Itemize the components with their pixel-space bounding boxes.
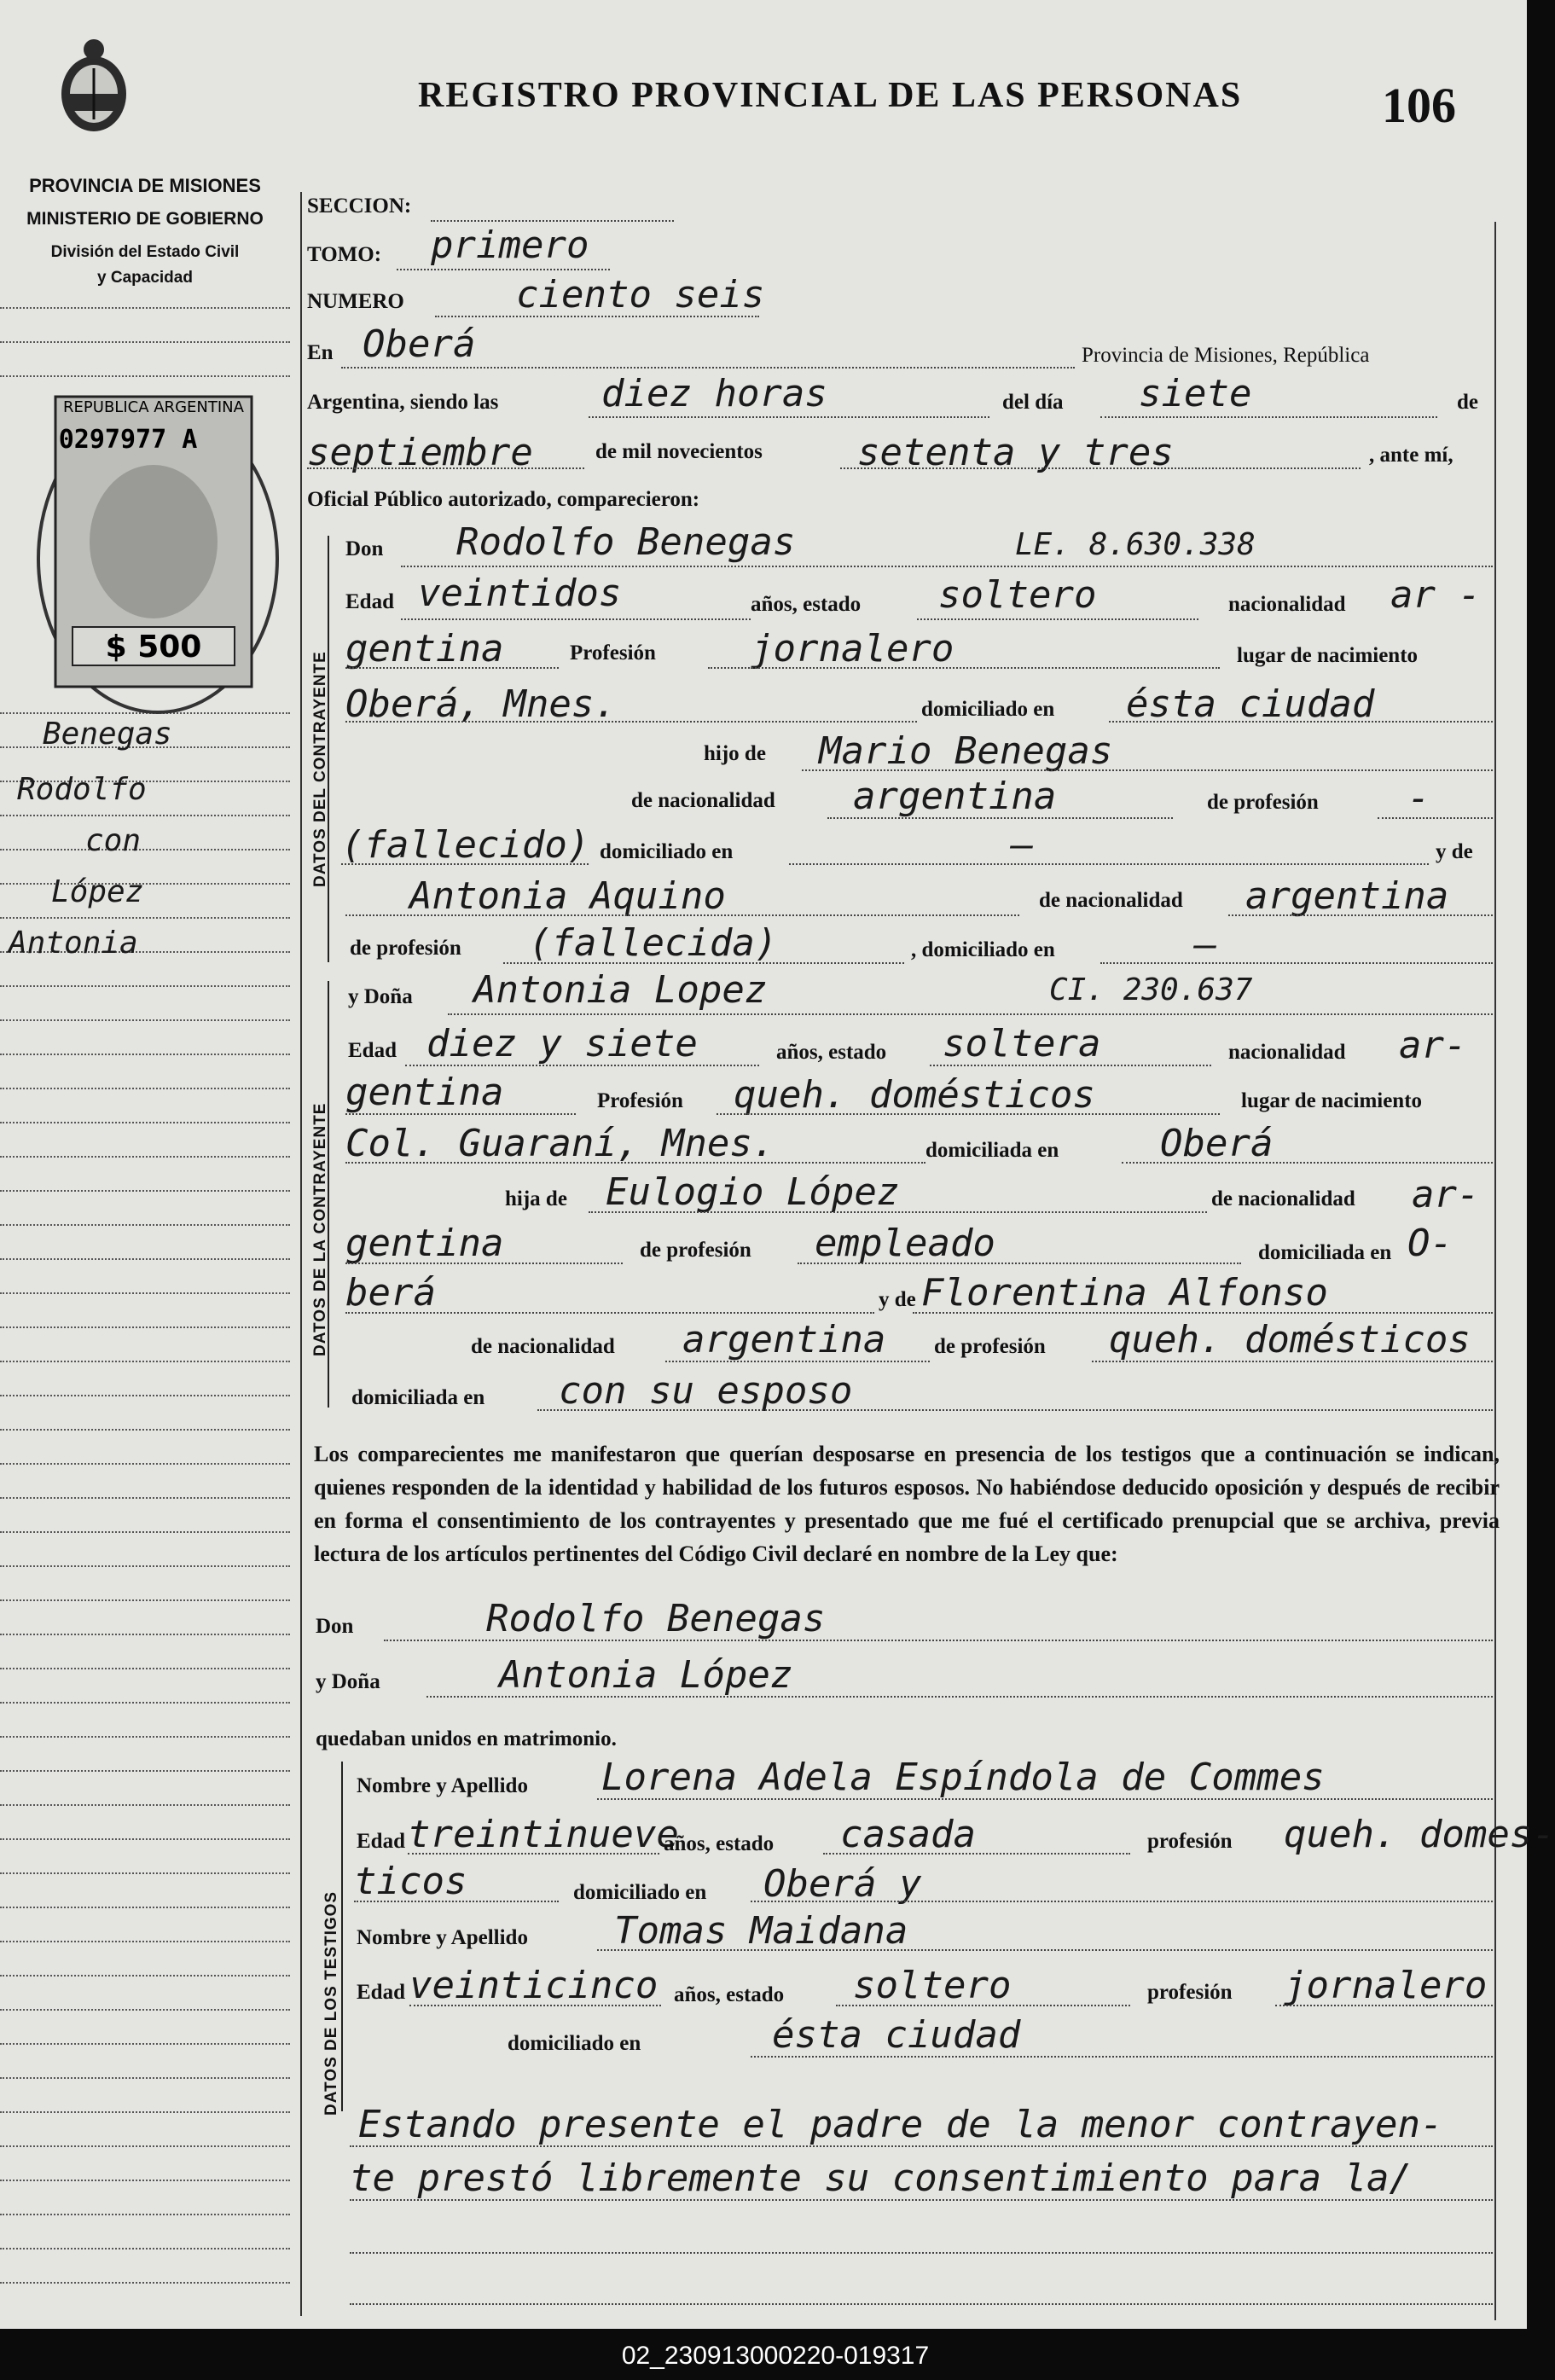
decl-dona-label: y Doña [316,1670,380,1693]
note-line-2: te prestó libremente su consentimiento para la/ [350,2157,1413,2200]
bride-mother-address: con su esposo [559,1369,853,1413]
t1-edad-label: Edad [357,1830,405,1853]
bride-profession: queh. domésticos [734,1073,1095,1117]
madre-prof-label: de profesión [350,937,461,960]
groom-nationality-2: gentina [345,627,504,670]
groom-father-nationality: argentina [853,775,1057,818]
bride-mother-profession: queh. domésticos [1109,1318,1471,1361]
witness2-name: Tomas Maidana [614,1909,908,1953]
lugar-label: lugar de nacimiento [1237,644,1419,667]
margin-note: Rodolfo [17,772,147,807]
anio-value: setenta y tres [857,431,1174,474]
groom-father-address: — [1011,823,1034,867]
division-name: División del Estado Civil [50,243,240,261]
witness1-status: casada [840,1813,976,1856]
madre-dom-label-2: domiciliada en [351,1386,485,1409]
y-de-label-2: y de [879,1288,916,1311]
ante-label: , ante mí, [1369,444,1453,467]
padre-dom-label-2: domiciliada en [1258,1241,1392,1264]
bride-document: CI. 230.637 [1049,972,1253,1007]
madre-prof-label-2: de profesión [934,1335,1046,1358]
groom-address: ésta ciudad [1126,682,1375,726]
mes-value: septiembre [307,431,533,474]
witness2-age: veinticinco [409,1964,659,2007]
coat-of-arms-icon [51,34,136,136]
decl-don-label: Don [316,1615,354,1638]
decl-closing: quedaban unidos en matrimonio. [316,1727,617,1750]
groom-father-status: (fallecido) [341,823,590,867]
groom-name: Rodolfo Benegas [456,520,796,564]
page-number: 106 [1382,78,1456,133]
witness1-address: Oberá y [763,1862,922,1906]
ministry-name: MINISTERIO DE GOBIERNO [26,209,264,229]
t1-nombre-label: Nombre y Apellido [357,1774,528,1797]
groom-nationality-1: ar - [1390,573,1481,617]
padre-nac-label-2: de nacionalidad [1211,1187,1355,1210]
t2-estado-label: años, estado [674,1983,785,2006]
groom-birthplace: Oberá, Mnes. [345,682,617,726]
argentina-text: Argentina, siendo las [307,391,499,414]
tomo-value: primero [431,223,589,267]
estado-label: años, estado [751,593,862,616]
left-margin-column [0,0,294,2329]
t2-nombre-label: Nombre y Apellido [357,1926,528,1949]
nacionalidad-label-2: nacionalidad [1228,1041,1346,1064]
groom-mother-nationality: argentina [1245,874,1449,918]
bride-father-address-1: O- [1407,1222,1453,1265]
padre-dom-label: domiciliado en [600,840,734,863]
declaration-paragraph: Los comparecientes me manifestaron que querían desposarse en presencia de los testigos que a continuación se indican, quienes responden de la identidad y habilidad de los futuros esposos. No habiéndose deducido oposición y después de recibir en forma el consentimiento de los contrayentes y presentado que me fué el certificado prenupcial que se archiva, previa lectura de los artículos pertinentes del Código Civil declaré en nombre de la Ley que: [314,1442,1500,1566]
province-name: PROVINCIA DE MISIONES [29,175,261,196]
margin-note: López [51,874,144,909]
stamp-value: $ 500 [105,630,202,665]
contrayente-side-label: DATOS DEL CONTRAYENTE [311,651,329,887]
madre-nac-label: de nacionalidad [1039,889,1183,912]
dia-label: del día [1002,391,1064,414]
t1-prof-label: profesión [1147,1830,1233,1853]
edad-label-2: Edad [348,1039,397,1062]
t2-prof-label: profesión [1147,1981,1233,2004]
contrayenta-side-label: DATOS DE LA CONTRAYENTE [311,1102,329,1356]
groom-mother-profession: (fallecida) [529,921,778,965]
stamp-number: 0297977 A [58,425,198,455]
witness1-profession-2: ticos [354,1860,467,1903]
mil-label: de mil novecientos [595,440,763,463]
numero-label: NUMERO [307,290,404,313]
bride-mother: Florentina Alfonso [921,1271,1328,1315]
bride-age: diez y siete [426,1022,698,1065]
profesion-label-2: Profesión [597,1089,683,1112]
bride-father: Eulogio López [606,1170,900,1214]
profesion-label: Profesión [570,641,656,665]
madre-nac-label-2: de nacionalidad [471,1335,615,1358]
oficial-text: Oficial Público autorizado, comparecieron: [307,488,700,511]
groom-father-profession: - [1407,776,1430,820]
bride-father-profession: empleado [815,1222,995,1265]
decl-groom-name: Rodolfo Benegas [486,1597,826,1640]
groom-profession: jornalero [751,627,954,670]
groom-mother-address: — [1194,923,1217,967]
stamp-top-text: REPUBLICA ARGENTINA [63,398,244,416]
en-label: En [307,341,334,364]
witness2-address: ésta ciudad [772,2013,1021,2057]
seccion-label: SECCION: [307,194,412,218]
bride-status: soltera [943,1022,1101,1065]
tomo-label: TOMO: [307,243,382,266]
note-line-1: Estando presente el padre de la menor contrayen- [358,2103,1443,2146]
witness2-profession: jornalero [1284,1964,1488,2007]
bride-father-nationality-2: gentina [345,1222,504,1265]
groom-status: soltero [938,573,1097,617]
t1-dom-label: domiciliado en [573,1881,707,1904]
domicilio-label: domiciliado en [921,698,1055,721]
hora-value: diez horas [601,372,827,415]
bride-address: Oberá [1160,1122,1274,1165]
witness1-age: treintinueve [408,1813,679,1856]
margin-note: Antonia [9,926,138,961]
groom-father: Mario Benegas [819,729,1113,773]
padre-prof-label: de profesión [1207,791,1319,814]
dona-label: y Doña [348,985,413,1008]
padre-prof-label-2: de profesión [640,1239,751,1262]
de-label: de [1457,391,1478,414]
groom-age: veintidos [418,572,622,615]
margin-note: Benegas [43,717,172,752]
witness2-status: soltero [853,1964,1012,2007]
testigos-side-label: DATOS DE LOS TESTIGOS [322,1890,340,2116]
y-de-label: y de [1436,840,1473,863]
lugar-label-2: lugar de nacimiento [1241,1089,1423,1112]
bride-birthplace: Col. Guaraní, Mnes. [345,1122,775,1165]
testigos-bracket [341,1762,343,2111]
don-label: Don [345,537,384,560]
witness1-profession-1: queh. domes- [1284,1813,1555,1856]
t2-dom-label: domiciliado en [508,2032,641,2055]
margin-note: con [85,823,142,858]
bride-father-address-2: berá [345,1271,436,1315]
estado-label-2: años, estado [776,1041,887,1064]
column-divider [300,192,302,2316]
hijo-label: hijo de [704,742,766,765]
numero-value: ciento seis [516,273,765,316]
nacionalidad-label: nacionalidad [1228,593,1346,616]
dia-value: siete [1139,372,1252,415]
bride-name: Antonia Lopez [473,968,768,1012]
provincia-text: Provincia de Misiones, República [1082,344,1370,367]
groom-document: LE. 8.630.338 [1015,527,1256,562]
bride-mother-nationality: argentina [682,1318,886,1361]
witness1-name: Lorena Adela Espíndola de Commes [601,1756,1325,1799]
en-value: Oberá [363,322,476,366]
domicilio-label-2: domiciliada en [925,1139,1059,1162]
revenue-stamp-icon [30,380,286,721]
t2-edad-label: Edad [357,1981,405,2004]
division-name-2: y Capacidad [97,269,193,287]
bride-nationality-1: ar- [1399,1024,1467,1067]
hija-label: hija de [505,1187,567,1210]
groom-mother: Antonia Aquino [409,874,726,918]
t1-estado-label: años, estado [664,1832,775,1855]
image-id-footer: 02_230913000220-019317 [621,2342,930,2370]
bride-nationality-2: gentina [345,1071,504,1114]
edad-label: Edad [345,590,394,613]
right-border [1494,222,1496,2320]
madre-dom-label: , domiciliado en [911,938,1055,961]
registry-title: REGISTRO PROVINCIAL DE LAS PERSONAS [418,76,1243,115]
bride-father-nationality-1: ar- [1412,1173,1480,1216]
decl-bride-name: Antonia López [499,1653,793,1697]
padre-nac-label: de nacionalidad [631,789,775,812]
